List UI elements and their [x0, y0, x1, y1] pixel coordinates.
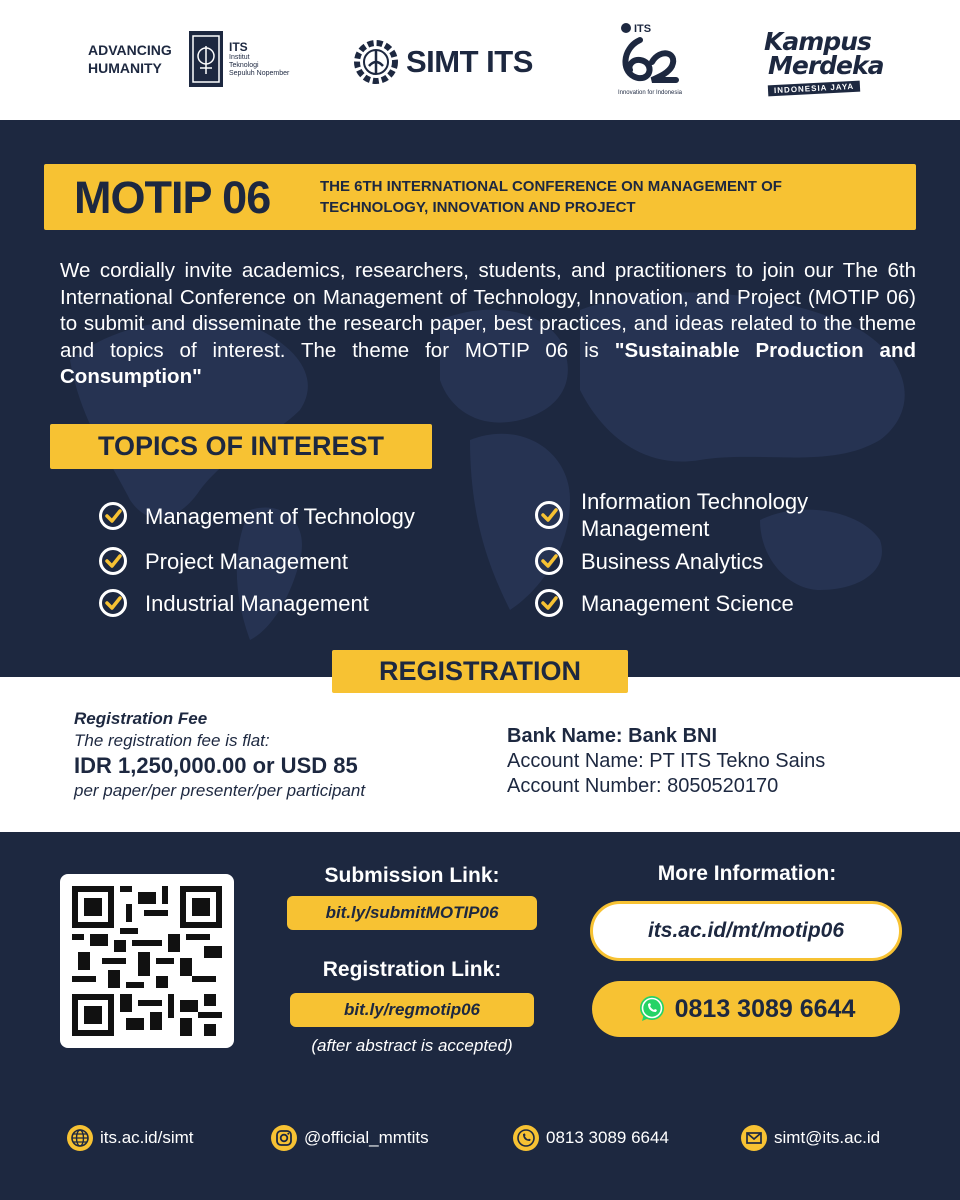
footer-email[interactable]	[740, 1124, 880, 1152]
bank-name: Bank Name: Bank BNI	[507, 725, 718, 747]
whatsapp-icon	[512, 1124, 540, 1152]
account-number: Account Number: 8050520170	[507, 775, 779, 797]
qr-code-icon	[72, 886, 222, 1036]
conference-acronym: MOTIP 06	[74, 172, 271, 223]
instagram-icon	[270, 1124, 298, 1152]
logo-header	[0, 0, 960, 120]
conference-theme: "Sustainable Production and Consumption"	[60, 338, 916, 388]
registration-heading-banner	[332, 650, 628, 693]
fee-per: per paper/per presenter/per participant	[74, 781, 366, 800]
invitation-text: We cordially invite academics, researchers, students, and practitioners to join our The 6th International Conference on Management of Technology, Innovation, and Project (MOTIP 06) to submit and disseminate the research paper, best practices, and ideas related to the theme and topics of interest. The theme for MOTIP 06 is	[60, 259, 916, 362]
topic-label: Management Science	[581, 590, 794, 616]
its-full-3: Sepuluh Nopember	[229, 70, 290, 77]
check-circle-icon	[98, 546, 128, 576]
footer-instagram[interactable]	[270, 1124, 429, 1152]
registration-fee-block	[74, 708, 365, 802]
topic-label: Industrial Management	[145, 590, 369, 616]
topic-item	[98, 546, 348, 576]
footer-phone[interactable]	[512, 1124, 669, 1152]
kampus-text: Kampus	[764, 27, 871, 56]
simt-gear-icon	[352, 38, 400, 86]
check-circle-icon	[534, 546, 564, 576]
its-name: ITS	[229, 40, 248, 54]
check-circle-icon	[534, 500, 564, 530]
invitation-paragraph	[60, 258, 916, 391]
submission-link-heading: Submission Link:	[324, 864, 500, 887]
registration-link-note: (after abstract is accepted)	[311, 1036, 513, 1055]
globe-icon	[66, 1124, 94, 1152]
check-circle-icon	[98, 588, 128, 618]
more-info-link[interactable]: its.ac.id/mt/motip06	[590, 901, 902, 961]
whatsapp-icon	[637, 994, 667, 1024]
fee-label: Registration Fee	[74, 709, 208, 728]
whatsapp-number: 0813 3089 6644	[674, 994, 856, 1023]
whatsapp-contact-button[interactable]	[592, 981, 900, 1037]
topic-item	[98, 588, 369, 618]
its-emblem-icon	[188, 30, 224, 88]
its-full-2: Teknologi	[229, 62, 259, 69]
its-62-anniversary-logo	[612, 18, 688, 102]
footer-website-text: its.ac.id/simt	[100, 1128, 194, 1147]
footer-instagram-text: @official_mmtits	[304, 1128, 429, 1147]
conference-full-name: THE 6TH INTERNATIONAL CONFERENCE ON MANAGEMENT OF TECHNOLOGY, INNOVATION AND PROJECT	[320, 178, 782, 216]
topic-item	[534, 546, 763, 576]
its-logo	[88, 30, 289, 88]
registration-link[interactable]: bit.ly/regmotip06	[290, 993, 534, 1027]
topic-label: Information Technology Management	[581, 489, 809, 541]
topic-label: Project Management	[145, 548, 348, 574]
registration-link-heading: Registration Link:	[322, 958, 502, 981]
innovation-tagline: Innovation for Indonesia	[617, 90, 683, 96]
topic-item	[534, 588, 794, 618]
simt-logo	[352, 38, 533, 86]
topics-heading: TOPICS OF INTEREST	[97, 431, 385, 461]
its-full-1: Institut	[229, 54, 250, 61]
simt-wordmark: SIMT ITS	[406, 44, 533, 79]
mail-icon	[740, 1124, 768, 1152]
qr-code-card[interactable]	[60, 874, 234, 1048]
topics-heading-banner	[50, 424, 432, 469]
topic-item	[534, 488, 874, 542]
merdeka-text: Merdeka	[768, 51, 884, 80]
anniversary-62-icon	[612, 18, 688, 90]
more-info-heading: More Information:	[657, 862, 837, 885]
footer-email-text: simt@its.ac.id	[774, 1128, 881, 1147]
fee-note: The registration fee is flat:	[74, 731, 270, 750]
account-name: Account Name: PT ITS Tekno Sains	[507, 750, 826, 772]
registration-heading: REGISTRATION	[379, 656, 581, 686]
submission-link[interactable]: bit.ly/submitMOTIP06	[287, 896, 537, 930]
indonesia-jaya-text: INDONESIA JAYA	[768, 81, 861, 97]
bank-details	[507, 724, 825, 799]
its-wordmark	[229, 40, 289, 78]
topic-label: Business Analytics	[581, 548, 764, 574]
footer-phone-text: 0813 3089 6644	[546, 1128, 669, 1147]
check-circle-icon	[534, 588, 564, 618]
footer-website[interactable]	[66, 1124, 194, 1152]
anniversary-its-label: ITS	[634, 23, 652, 35]
check-circle-icon	[98, 501, 128, 531]
fee-amount: IDR 1,250,000.00 or USD 85	[74, 753, 358, 778]
kampus-merdeka-logo	[764, 27, 884, 96]
conference-title-banner	[44, 164, 916, 230]
topic-item	[98, 501, 415, 531]
topic-label: Management of Technology	[145, 503, 415, 529]
advancing-humanity-text: ADVANCING HUMANITY	[88, 42, 172, 76]
